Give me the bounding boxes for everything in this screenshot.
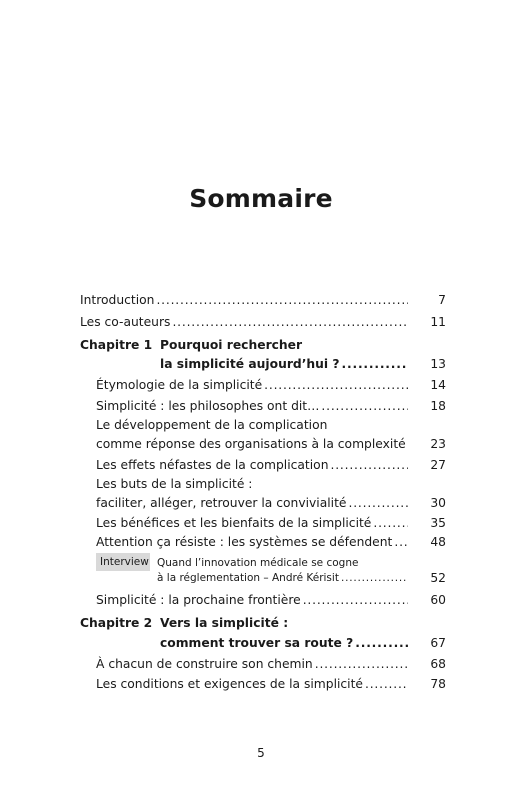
- toc-entry[interactable]: [96, 399, 446, 413]
- dot-leader: [303, 593, 408, 607]
- toc-page-number: 11: [430, 315, 446, 329]
- toc-entry-label: Les effets néfastes de la complication: [96, 458, 329, 472]
- toc-page-number: 35: [430, 516, 446, 530]
- interview-badge-label: Interview: [100, 556, 149, 568]
- interview-badge: [96, 553, 150, 571]
- toc-entry[interactable]: [96, 516, 446, 530]
- toc-page-number: 60: [430, 593, 446, 607]
- toc-page-number: 23: [430, 437, 446, 451]
- toc-entry-label: Simplicité : les philosophes ont dit…: [96, 399, 320, 413]
- dot-leader: [330, 458, 408, 472]
- chapter-2-title-line2: comment trouver sa route ?: [160, 636, 354, 650]
- chapter-2-label: Chapitre 2: [80, 616, 153, 630]
- toc-entry-label: Introduction: [80, 293, 155, 307]
- toc-entry-chapter-2[interactable]: [160, 636, 446, 650]
- toc-entry[interactable]: [96, 378, 446, 392]
- toc-page-number: 52: [430, 571, 446, 585]
- toc-page-number: 68: [430, 657, 446, 671]
- toc-page-number: 67: [430, 636, 446, 650]
- interview-title-line1: Quand l’innovation médicale se cogne: [157, 557, 359, 569]
- dot-leader: [315, 657, 408, 671]
- dot-leader: [156, 293, 408, 307]
- toc-page-number: 14: [430, 378, 446, 392]
- toc-entry-introduction[interactable]: [80, 293, 446, 307]
- toc-page-number: 48: [430, 535, 446, 549]
- toc-entry[interactable]: [96, 535, 446, 549]
- dot-leader: [342, 357, 408, 371]
- toc-entry[interactable]: [96, 677, 446, 691]
- dot-leader: [348, 496, 408, 510]
- toc-page-number: 78: [430, 677, 446, 691]
- toc-entry[interactable]: [96, 458, 446, 472]
- chapter-1-title-line1: Pourquoi rechercher: [160, 338, 303, 352]
- toc-entry-label: Attention ça résiste : les systèmes se défendent: [96, 535, 393, 549]
- dot-leader: [321, 399, 408, 413]
- toc-entry[interactable]: [96, 437, 446, 451]
- toc-page-number: 7: [438, 293, 446, 307]
- toc-entry-label: Les co-auteurs: [80, 315, 171, 329]
- toc-entry-label: À chacun de construire son chemin: [96, 657, 313, 671]
- toc-entry[interactable]: [96, 657, 446, 671]
- toc-entry-label-line2: faciliter, alléger, retrouver la convivialité: [96, 496, 347, 510]
- dot-leader: [373, 516, 408, 530]
- toc-entry-label: Les conditions et exigences de la simplicité: [96, 677, 363, 691]
- toc-entry-label: Étymologie de la simplicité: [96, 378, 263, 392]
- interview-title-line2: à la réglementation – André Kérisit: [157, 572, 339, 584]
- toc-entry-chapter-1[interactable]: [160, 357, 446, 371]
- dot-leader: [365, 677, 408, 691]
- toc-entry-interview[interactable]: [157, 571, 446, 585]
- toc-page-number: 18: [430, 399, 446, 413]
- toc-page-number: 27: [430, 458, 446, 472]
- toc-entry-co-auteurs[interactable]: [80, 315, 446, 329]
- dot-leader: [172, 315, 408, 329]
- toc-entry-label-line1: Les buts de la simplicité :: [96, 477, 253, 491]
- chapter-2-title-line1: Vers la simplicité :: [160, 616, 289, 630]
- chapter-1-label: Chapitre 1: [80, 338, 153, 352]
- chapter-1-title-line2: la simplicité aujourd’hui ?: [160, 357, 340, 371]
- dot-leader: [341, 571, 408, 585]
- toc-entry[interactable]: [96, 593, 446, 607]
- toc-entry-label-line2: comme réponse des organisations à la complexité: [96, 437, 406, 451]
- page-number: 5: [257, 746, 265, 760]
- page-title: Sommaire: [189, 184, 333, 213]
- toc-page-number: 30: [430, 496, 446, 510]
- toc-entry-label: Simplicité : la prochaine frontière: [96, 593, 301, 607]
- toc-page-number: 13: [430, 357, 446, 371]
- dot-leader: [264, 378, 408, 392]
- dot-leader: [394, 535, 408, 549]
- toc-entry-label: Les bénéfices et les bienfaits de la simplicité: [96, 516, 372, 530]
- dot-leader: [355, 636, 408, 650]
- toc-entry-label-line1: Le développement de la complication: [96, 418, 328, 432]
- toc-entry[interactable]: [96, 496, 446, 510]
